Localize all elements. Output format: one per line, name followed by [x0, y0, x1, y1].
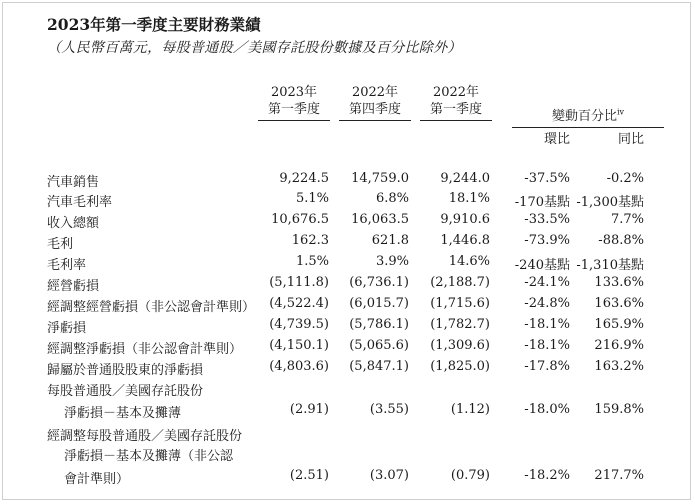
value-2022-q1: 9,910.6 — [440, 212, 490, 227]
row-label: 汽車銷售 — [47, 175, 100, 190]
header-year: 2022年 — [351, 85, 399, 100]
table-row — [0, 254, 695, 274]
value-2022-q4: (5,065.6) — [349, 338, 409, 353]
row-label: 汽車毛利率 — [47, 195, 113, 210]
header-year: 2022年 — [432, 85, 480, 100]
value-qoq: -73.9% — [524, 233, 570, 248]
table-row — [0, 402, 695, 422]
value-2023-q1: (4,739.5) — [269, 317, 329, 332]
table-row — [0, 296, 695, 316]
table-row — [0, 338, 695, 358]
value-yoy: 133.6% — [594, 275, 644, 290]
table-row — [0, 317, 695, 337]
value-2022-q1: (1,715.6) — [430, 296, 490, 311]
header-year: 2023年 — [270, 85, 318, 100]
value-2023-q1: (4,522.4) — [269, 296, 329, 311]
header-2022-q4 — [339, 84, 411, 121]
value-2022-q4: (6,015.7) — [349, 296, 409, 311]
value-2023-q1: (4,150.1) — [269, 338, 329, 353]
value-2023-q1: 9,224.5 — [279, 171, 329, 186]
value-2022-q1: (2,188.7) — [430, 275, 490, 290]
value-qoq: -17.8% — [524, 359, 570, 374]
table-title: 2023年第一季度主要財務業績 — [47, 15, 261, 34]
table-row — [0, 171, 695, 191]
value-2022-q4: 16,063.5 — [351, 212, 409, 227]
value-2023-q1: 162.3 — [291, 233, 329, 248]
row-label: 歸屬於普通股股東的淨虧損 — [47, 363, 204, 378]
row-label: 經調整每股普通股／美國存託股份 — [47, 429, 243, 444]
value-qoq: -240基點 — [514, 258, 570, 273]
row-label: 淨虧損－基本及攤薄 — [64, 406, 182, 421]
table-row — [0, 275, 695, 295]
table-subtitle: （人民幣百萬元，每股普通股／美國存託股份數據及百分比除外） — [47, 40, 462, 56]
row-label: 收入總額 — [47, 216, 100, 231]
row-label: 經營虧損 — [47, 279, 100, 294]
value-yoy: 165.9% — [594, 317, 644, 332]
value-2023-q1: (2.51) — [289, 468, 329, 483]
header-quarter: 第四季度 — [339, 101, 411, 121]
value-yoy: -0.2% — [606, 171, 644, 186]
value-2022-q1: (0.79) — [450, 468, 490, 483]
value-2022-q1: 14.6% — [448, 254, 490, 269]
value-2023-q1: 10,676.5 — [271, 212, 329, 227]
value-2022-q1: (1,309.6) — [430, 338, 490, 353]
value-2023-q1: 5.1% — [295, 191, 329, 206]
row-label: 淨虧損 — [47, 321, 87, 336]
value-yoy: 163.2% — [594, 359, 644, 374]
value-yoy: 216.9% — [594, 338, 644, 353]
header-quarter: 第一季度 — [258, 101, 330, 121]
value-qoq: -24.1% — [524, 275, 570, 290]
table-row-label-only — [0, 425, 695, 445]
value-2023-q1: (5,111.8) — [269, 275, 329, 290]
value-2022-q4: (3.55) — [369, 402, 409, 417]
header-qoq: 環比 — [543, 132, 570, 147]
value-2022-q1: (1,825.0) — [430, 359, 490, 374]
value-qoq: -24.8% — [524, 296, 570, 311]
value-2022-q4: (3.07) — [369, 468, 409, 483]
value-2022-q4: (6,736.1) — [349, 275, 409, 290]
value-yoy: -1,300基點 — [576, 195, 644, 210]
header-2022-q1 — [420, 84, 492, 121]
value-qoq: -18.0% — [524, 402, 570, 417]
table-row-label-only — [0, 445, 695, 465]
header-percent-change — [512, 105, 664, 128]
value-qoq: -170基點 — [514, 195, 570, 210]
row-label: 會計準則） — [64, 472, 130, 487]
value-2022-q1: 18.1% — [448, 191, 490, 206]
value-2022-q4: (5,847.1) — [349, 359, 409, 374]
value-yoy: 163.6% — [594, 296, 644, 311]
value-yoy: 159.8% — [594, 402, 644, 417]
row-label: 毛利率 — [47, 258, 87, 273]
table-row-label-only — [0, 380, 695, 400]
value-qoq: -18.2% — [524, 468, 570, 483]
value-qoq: -18.1% — [524, 317, 570, 332]
value-2022-q4: (5,786.1) — [349, 317, 409, 332]
table-row — [0, 359, 695, 379]
row-label: 每股普通股／美國存託股份 — [47, 384, 204, 399]
header-quarter: 第一季度 — [420, 101, 492, 121]
value-qoq: -37.5% — [524, 171, 570, 186]
row-label: 經調整淨虧損（非公認會計準則） — [47, 342, 243, 357]
value-2022-q4: 3.9% — [375, 254, 409, 269]
value-qoq: -33.5% — [524, 212, 570, 227]
value-2023-q1: (2.91) — [289, 402, 329, 417]
value-qoq: -18.1% — [524, 338, 570, 353]
value-2022-q1: (1.12) — [450, 402, 490, 417]
header-change-label: 變動百分比 — [551, 109, 617, 124]
value-2023-q1: 1.5% — [295, 254, 329, 269]
table-row — [0, 212, 695, 232]
row-label: 淨虧損－基本及攤薄（非公認 — [64, 449, 234, 464]
value-2022-q4: 6.8% — [375, 191, 409, 206]
table-row — [0, 191, 695, 211]
row-label: 毛利 — [47, 237, 74, 252]
value-2022-q1: 1,446.8 — [440, 233, 490, 248]
value-yoy: -88.8% — [598, 233, 644, 248]
footnote-marker: iv — [616, 107, 625, 117]
value-yoy: -1,310基點 — [576, 258, 644, 273]
value-2022-q4: 621.8 — [371, 233, 409, 248]
header-2023-q1 — [258, 84, 330, 121]
row-label: 經調整經營虧損（非公認會計準則） — [47, 300, 256, 315]
value-2022-q4: 14,759.0 — [351, 171, 409, 186]
table-row — [0, 468, 695, 488]
value-yoy: 7.7% — [610, 212, 644, 227]
header-yoy: 同比 — [617, 132, 644, 147]
value-yoy: 217.7% — [594, 468, 644, 483]
value-2022-q1: (1,782.7) — [430, 317, 490, 332]
table-row — [0, 233, 695, 253]
value-2023-q1: (4,803.6) — [269, 359, 329, 374]
value-2022-q1: 9,244.0 — [440, 171, 490, 186]
